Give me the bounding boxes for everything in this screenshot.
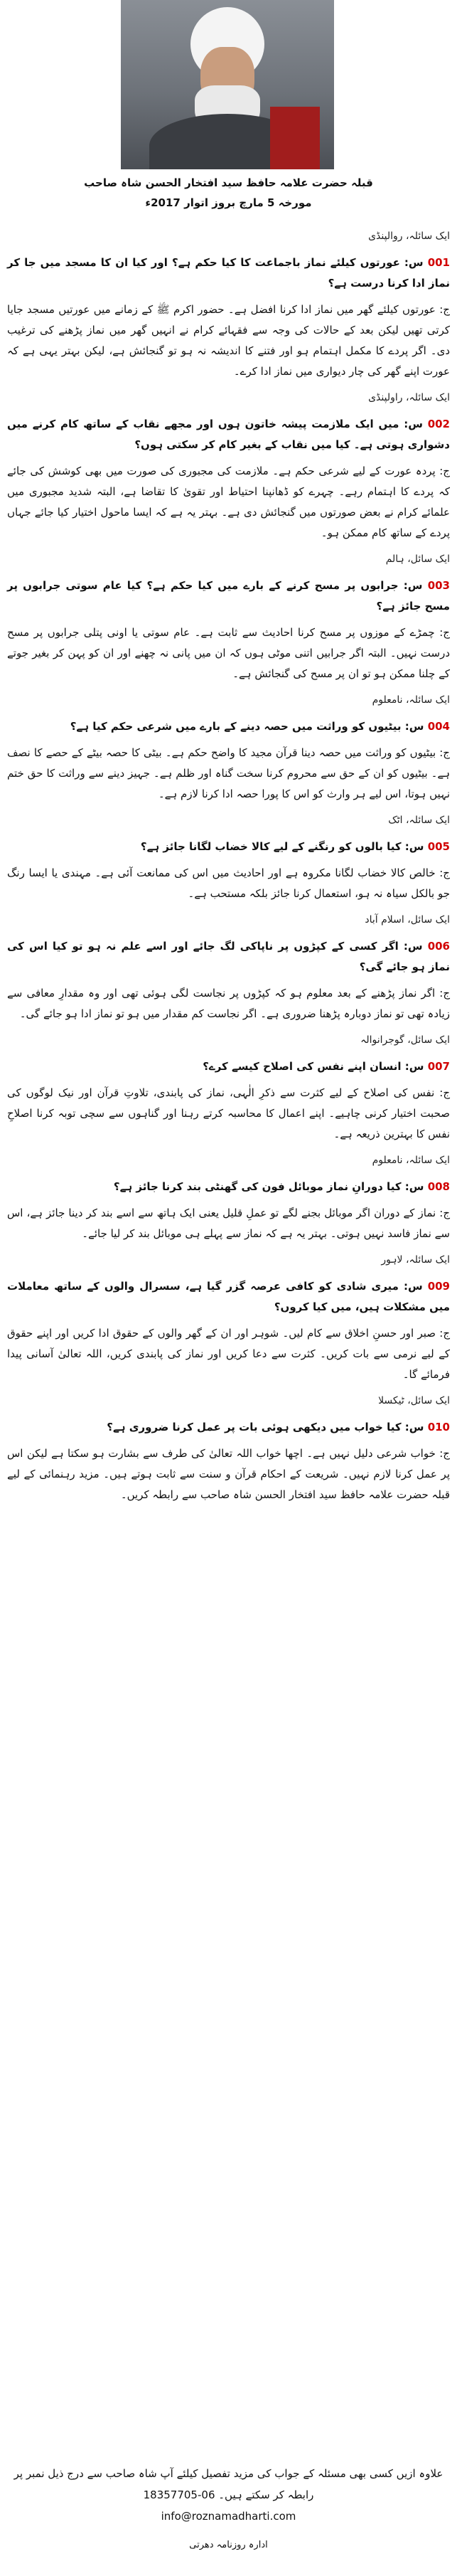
qa-answer: ج: عورتوں کیلئے گھر میں نماز ادا کرنا افضل ہے۔ حضور اکرم ﷺ کے زمانے میں عورتیں مسجد جایا کرتی تھیں لیکن بعد کے حالات کی وجہ سے فقہائے کرام نے انہیں گھر میں نماز پڑھنے کی ترغیب دی۔ اگر پردے کا مکمل اہتمام ہو اور فتنے کا اندیشہ نہ ہو تو گنجائش ہے، لیکن بہتر یہی ہے کہ عورت اپنے گھر کی چار دیواری میں نماز ادا کرے۔	[7, 303, 450, 378]
qa-answer: ج: بیٹیوں کو وراثت میں حصہ دینا قرآن مجید کا واضح حکم ہے۔ بیٹی کا حصہ بیٹے کے حصے کا نصف ہے۔ بیٹیوں کو ان کے حق سے محروم کرنا سخت گناہ اور ظلم ہے۔ جہیز دینے سے وراثت کا حق ختم نہیں ہوتا، اس لیے ہر وارث کو اس کا پورا حصہ ادا کرنا لازم ہے۔	[7, 746, 450, 800]
qa-sender: ایک سائل، اسلام آباد	[365, 914, 450, 926]
photo-caption-date: مورخہ 5 مارچ بروز اتوار 2017ء	[145, 196, 312, 209]
qa-question	[7, 576, 450, 617]
qa-question-text: س: کیا خواب میں دیکھی ہوئی بات پر عمل کرنا ضروری ہے؟	[107, 1421, 428, 1433]
qa-number: 003	[427, 579, 450, 592]
qa-question	[7, 253, 450, 294]
podium-shape	[270, 107, 320, 169]
qa-question	[7, 414, 450, 455]
qa-number: 007	[427, 1060, 450, 1073]
qa-question-text: س: میں ایک ملازمت پیشہ خاتون ہوں اور مجھے نقاب کے ساتھ کام کرنے میں دشواری ہوتی ہے۔ کیا میں نقاب کے بغیر کام کر سکتی ہوں؟	[7, 418, 450, 451]
qa-question	[7, 1177, 450, 1197]
qa-number: 005	[427, 840, 450, 853]
qa-question-text: س: کیا بالوں کو رنگنے کے لیے کالا خضاب لگانا جائز ہے؟	[140, 840, 428, 853]
qa-sender: ایک سائلہ، راولپنڈی	[368, 392, 450, 403]
photo-caption-name: قبلہ حضرت علامہ حافظ سید افتخار الحسن شاہ صاحب	[84, 176, 373, 189]
footer-credit: ادارہ روزنامہ دھرتی	[189, 2540, 268, 2550]
qa-number: 006	[427, 940, 450, 953]
qa-sender: ایک سائل، گوجرانوالہ	[360, 1034, 450, 1046]
qa-answer: ج: خالص کالا خضاب لگانا مکروہ ہے اور احادیث میں اس کی ممانعت آئی ہے۔ مہندی یا ایسا رنگ جو بالکل سیاہ نہ ہو، استعمال کرنا جائز بلکہ مستحب ہے۔	[7, 866, 450, 900]
qa-number: 004	[427, 720, 450, 733]
qa-number: 010	[427, 1421, 450, 1433]
qa-question	[7, 936, 450, 977]
qa-sender: ایک سائلہ، نامعلوم	[372, 694, 450, 706]
qa-sender: ایک سائلہ، اٹک	[388, 815, 450, 826]
qa-question-text: س: بیٹیوں کو وراثت میں حصہ دینے کے بارے میں شرعی حکم کیا ہے؟	[70, 720, 428, 733]
qa-answer: ج: اگر نماز پڑھنے کے بعد معلوم ہو کہ کپڑوں پر نجاست لگی ہوئی تھی اور وہ مقدارِ معافی سے زیادہ تھی تو نماز دوبارہ پڑھنا ضروری ہے۔ اگر نجاست کم مقدار میں ہو تو نماز ادا ہو جائے گی۔	[7, 987, 450, 1020]
qa-question	[7, 1417, 450, 1438]
qa-question-text: س: جرابوں پر مسح کرنے کے بارے میں کیا حکم ہے؟ کیا عام سوتی جرابوں پر مسح جائز ہے؟	[7, 579, 450, 613]
qa-sender: ایک سائلہ، نامعلوم	[372, 1155, 450, 1166]
qa-question-text: س: عورتوں کیلئے نماز باجماعت کا کیا حکم ہے؟ اور کیا ان کا مسجد میں جا کر نماز ادا کرنا درست ہے؟	[7, 256, 450, 290]
qa-sender: ایک سائلہ، لاہور	[381, 1254, 450, 1266]
qa-number: 001	[427, 256, 450, 269]
qa-content	[7, 226, 450, 1511]
qa-answer: ج: پردہ عورت کے لیے شرعی حکم ہے۔ ملازمت کی مجبوری کی صورت میں بھی کوشش کی جائے کہ پردے کا اہتمام رہے۔ چہرے کو ڈھانپنا احتیاط اور تقویٰ کا تقاضا ہے، البتہ شدید مجبوری میں علمائے کرام نے بعض صورتوں میں گنجائش دی ہے۔ بہتر یہ ہے کہ ایسا ماحول اختیار کیا جائے جہاں پردے کے ساتھ کام ممکن ہو۔	[7, 465, 450, 539]
qa-question	[7, 1276, 450, 1318]
qa-answer: ج: چمڑے کے موزوں پر مسح کرنا احادیث سے ثابت ہے۔ عام سوتی یا اونی پتلی جرابوں پر مسح درست نہیں۔ البتہ اگر جرابیں اتنی موٹی ہوں کہ ان میں پانی نہ چھنے اور ان کو پہن کر بغیر جوتے کے چلنا ممکن ہو تو ان پر مسح کی گنجائش ہے۔	[7, 626, 450, 680]
qa-sender: ایک سائل، ٹیکسلا	[378, 1395, 450, 1406]
footer-email[interactable]: info@roznamadharti.com	[161, 2510, 296, 2523]
qa-answer: ج: خواب شرعی دلیل نہیں ہے۔ اچھا خواب اللہ تعالیٰ کی طرف سے بشارت ہو سکتا ہے لیکن اس پر عمل کرنا لازم نہیں۔ شریعت کے احکام قرآن و سنت سے ثابت ہوتے ہیں۔ مزید رہنمائی کے لیے قبلہ حضرت علامہ حافظ سید افتخار الحسن شاہ صاحب سے رابطہ کریں۔	[7, 1447, 450, 1501]
qa-question-text: س: کیا دورانِ نماز موبائل فون کی گھنٹی بند کرنا جائز ہے؟	[113, 1180, 428, 1193]
qa-question-text: س: میری شادی کو کافی عرصہ گزر گیا ہے، سسرال والوں کے ساتھ معاملات میں مشکلات ہیں، میں کیا کروں؟	[7, 1280, 450, 1313]
footer-phone-line: رابطہ کر سکتے ہیں۔ 06-18357705	[143, 2488, 314, 2501]
footer-contact-line: علاوہ ازیں کسی بھی مسئلہ کے جواب کی مزید تفصیل کیلئے آپ شاہ صاحب سے درج ذیل نمبر پر	[14, 2467, 443, 2480]
qa-number: 009	[427, 1280, 450, 1293]
qa-answer: ج: نماز کے دوران اگر موبائل بجنے لگے تو عملِ قلیل یعنی ایک ہاتھ سے اسے بند کر دینا جائز ہے، اس سے نماز فاسد نہیں ہوتی۔ بہتر یہ ہے کہ نماز سے پہلے ہی موبائل بند کر لیا جائے۔	[7, 1207, 450, 1240]
qa-number: 002	[427, 418, 450, 430]
scholar-photo	[121, 0, 334, 169]
qa-sender: ایک سائل، ہالم	[385, 553, 450, 565]
qa-answer: ج: صبر اور حسنِ اخلاق سے کام لیں۔ شوہر اور ان کے گھر والوں کے حقوق ادا کریں اور اپنے حقوق کے لیے نرمی سے بات کریں۔ کثرت سے دعا کریں اور نماز کی پابندی کریں، اللہ تعالیٰ آسانی پیدا فرمائے گا۔	[7, 1327, 450, 1381]
qa-question-text: س: انسان اپنے نفس کی اصلاح کیسے کرے؟	[203, 1060, 428, 1073]
qa-question	[7, 716, 450, 737]
qa-question-text: س: اگر کسی کے کپڑوں پر ناپاکی لگ جائے اور اسے علم نہ ہو تو کیا اس کی نماز ہو جائے گی؟	[7, 940, 450, 973]
qa-answer: ج: نفس کی اصلاح کے لیے کثرت سے ذکرِ الٰہی، نماز کی پابندی، تلاوتِ قرآن اور نیک لوگوں کی صحبت اختیار کرنی چاہیے۔ اپنے اعمال کا محاسبہ کرتے رہنا اور گناہوں سے سچی توبہ کرنا اصلاحِ نفس کا بہترین ذریعہ ہے۔	[7, 1086, 450, 1140]
qa-number: 008	[427, 1180, 450, 1193]
qa-sender: ایک سائلہ، روالپنڈی	[368, 230, 450, 242]
qa-question	[7, 837, 450, 857]
qa-question	[7, 1056, 450, 1077]
